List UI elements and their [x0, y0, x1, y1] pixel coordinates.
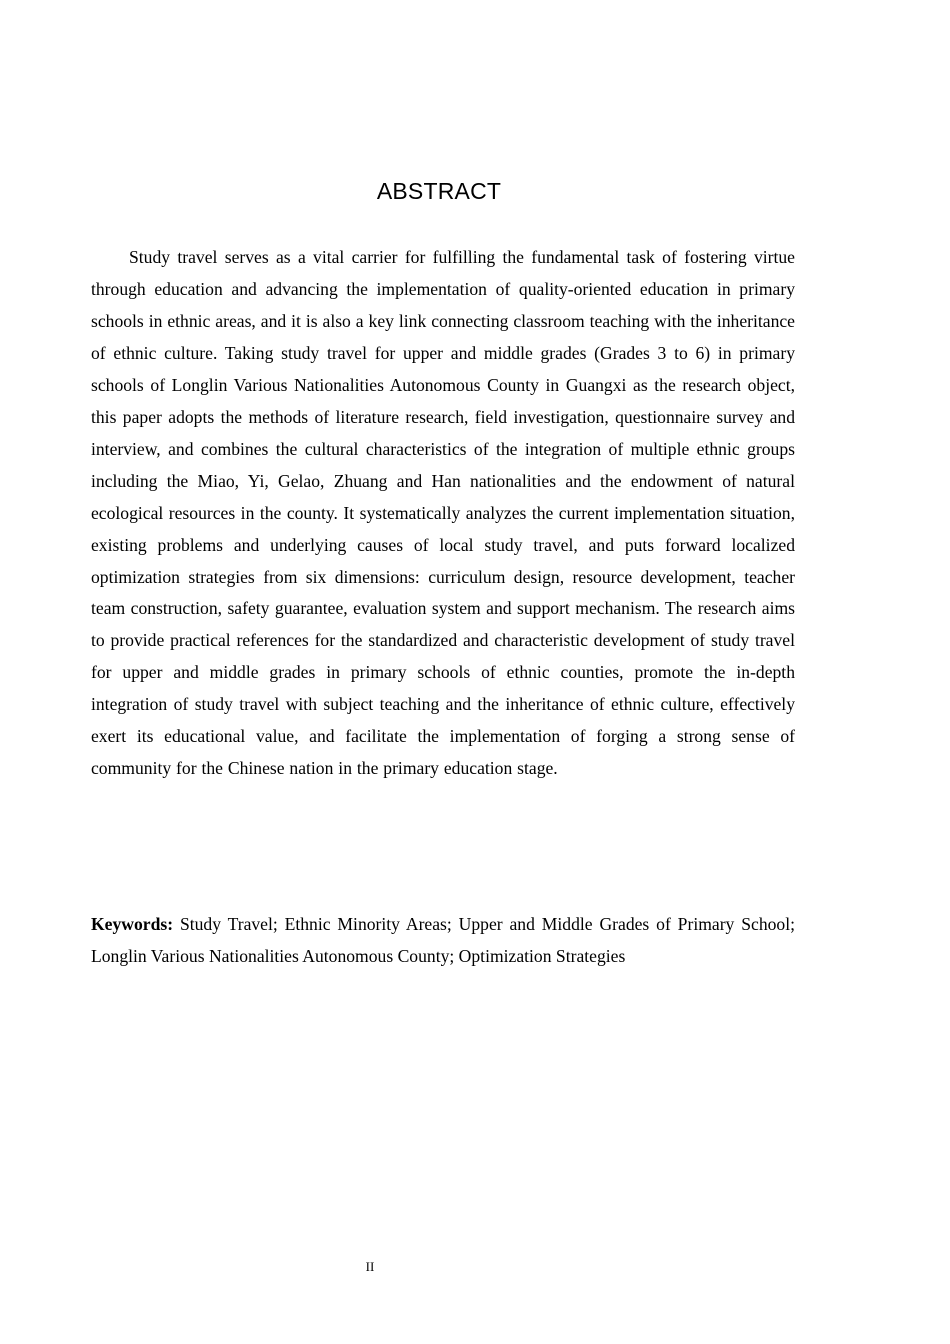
abstract-title [91, 178, 795, 205]
abstract-title-text: ABSTRACT [376, 178, 502, 204]
page-number: II [365, 1259, 375, 1274]
keywords-list: Study Travel; Ethnic Minority Areas; Upper and Middle Grades of Primary School; Longlin Various Nationalities Autonomous County; Optimization Strategies [91, 914, 795, 966]
keywords-label: Keywords: [91, 914, 174, 934]
keywords-paragraph [91, 909, 795, 972]
abstract-paragraph: Study travel serves as a vital carrier for fulfilling the fundamental task of fostering virtue through education and advancing the implementation of quality-oriented education in primary schools in ethnic areas, and it is also a key link connecting classroom teaching with the inheritance of ethnic culture. Taking study travel for upper and middle grades (Grades 3 to 6) in primary schools of Longlin Various Nationalities Autonomous County in Guangxi as the research object, this paper adopts the methods of literature research, field investigation, questionnaire survey and interview, and combines the cultural characteristics of the integration of multiple ethnic groups including the Miao, Yi, Gelao, Zhuang and Han nationalities and the endowment of natural ecological resources in the county. It systematically analyzes the current implementation situation, existing problems and underlying causes of local study travel, and puts forward localized optimization strategies from six dimensions: curriculum design, resource development, teacher team construction, safety guarantee, evaluation system and support mechanism. The research aims to provide practical references for the standardized and characteristic development of study travel for upper and middle grades in primary schools of ethnic counties, promote the in-depth integration of study travel with subject teaching and the inheritance of ethnic culture, effectively exert its educational value, and facilitate the implementation of forging a strong sense of community for the Chinese nation in the primary education stage. [91, 247, 795, 779]
